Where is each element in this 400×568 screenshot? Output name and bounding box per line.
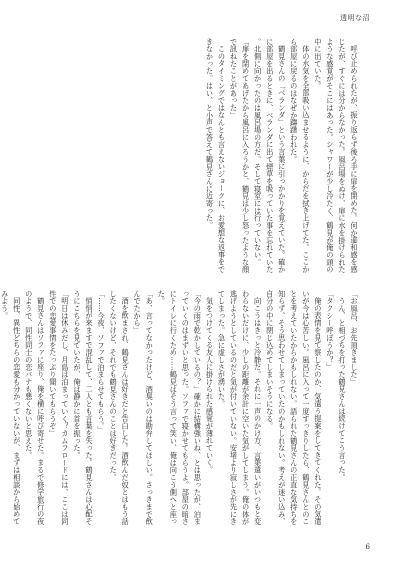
paragraph: 「扉を閉めてあげたから風呂に入ろうかと、鶴見は少し怒ったような顔で訊ねたことがあった」: [229, 38, 251, 274]
paragraph: 呼び止められたが、振り返らず後ろ手に扉を閉めた。何か違和感を感じたが、すぐには分からなかった。風呂場をぬけ、扉に水を掛けられたような感覚がそこにはあった。シャワーが少し冷たく、鶴見が俺の頭の中に出ていた。: [313, 38, 359, 274]
paragraph: 体の水気を全部吸い込ませるように、からだを拭き上げてた。ここから部屋に戻るのはなぜか躊躇われた。: [289, 38, 311, 274]
lower-text-block: [0, 290, 360, 528]
paragraph: 「……今夜、ソファで泊まらせてもらう。」: [97, 290, 107, 434]
paragraph: 「明日は休みだし、月島は泊まっていく？カムフロードには、ここは同性での恋愛事情をたっぷり聞いてもらうぞ」: [48, 290, 70, 526]
paragraph: うん、と相づちを打った鶴見さんは続けてこう言った。: [337, 297, 347, 481]
paragraph: このタイミングではなんとも言えないジョークに、お愛想な返事をできなかった。はい、と小声で答えて鶴見さんに近寄った。: [205, 38, 227, 274]
paragraph: 「タクシー呼ぼうか？」: [325, 290, 335, 371]
paragraph: 悄悄が来ますで混乱して、二人とも言葉を失った。鶴見さんは心配そうにこちらを見ていたが、俺は静かに首を振った。: [72, 290, 94, 526]
page-number: 6: [365, 543, 370, 551]
paragraph: 「あ、言ってなかったけど、酒臭いのは勘弁してほしい。さっきまで飲んでたから」: [133, 290, 155, 526]
paragraph: 同性、異性どちらの恋愛も分かっていないが、まずは相談から始めてみよう。: [0, 290, 22, 526]
paragraph: 「お風呂、お先頂きました」: [350, 290, 359, 386]
paragraph: 気をつけてくる友人に掛けられた感覚が薄れていく。: [205, 297, 215, 474]
paragraph: 「今の雨で乾かしているの？」確かに結構強いね、とは思ったが、泊まっていくのはまずいと思った。ソファで寝かせてもらうよ。部屋の暗さにトイレに行くため……鶴見はそう言って笑い、俺は向こう側へと座った。: [157, 290, 203, 526]
paragraph: 向こうはきっと冷静だ。それに一声のかけ方、言葉遣いがいつもと変わらないだけに、少しの距離が余計に空いた気がしてしまう。俺の体が逃げようとしているのだと気が付いていない。安堵より寂しさが先にきてしまった。急に虚しさが湧いた。: [217, 290, 263, 526]
paragraph: 鶴見さんはソファに座り、俺を横に呼び寄せた。まるで修学旅行の夜のようで、同性同士の恋バナも悪くないと思えた。: [24, 290, 46, 526]
upper-text-block: [20, 38, 360, 276]
paragraph: 俺の表情を見て察したのか、気遣う提案をしてきてくれた。その気遣いが今は心苦しい。風呂に入って一度すっきりしたら、鶴見さんとのことを考えていたからかもしれない。語られた鶴見さんの正直な気持ちを知らず、そう思わせてしまっていたのかもしれない。考えが迷い込み、自分の中に閉じ込めてしまいそうになる。: [265, 290, 323, 526]
paragraph: 鶴見さんの「ベランダ」という言葉に引っかかりを覚えていた。確かに部屋を出るときに、ベランダに出て煙草を吸っていた事を忘れていた。北側に向かったのは風呂場の方だ。そして寝室には行っていない。: [253, 38, 287, 274]
running-header-title: 透明な沼: [340, 14, 370, 22]
paragraph: 酒を飲まされ、鶴見さんは好きだと告白した。酒飲んだ奴とはもう話したくないけど、それでも鶴見さんのことは好きだった。: [109, 290, 131, 526]
